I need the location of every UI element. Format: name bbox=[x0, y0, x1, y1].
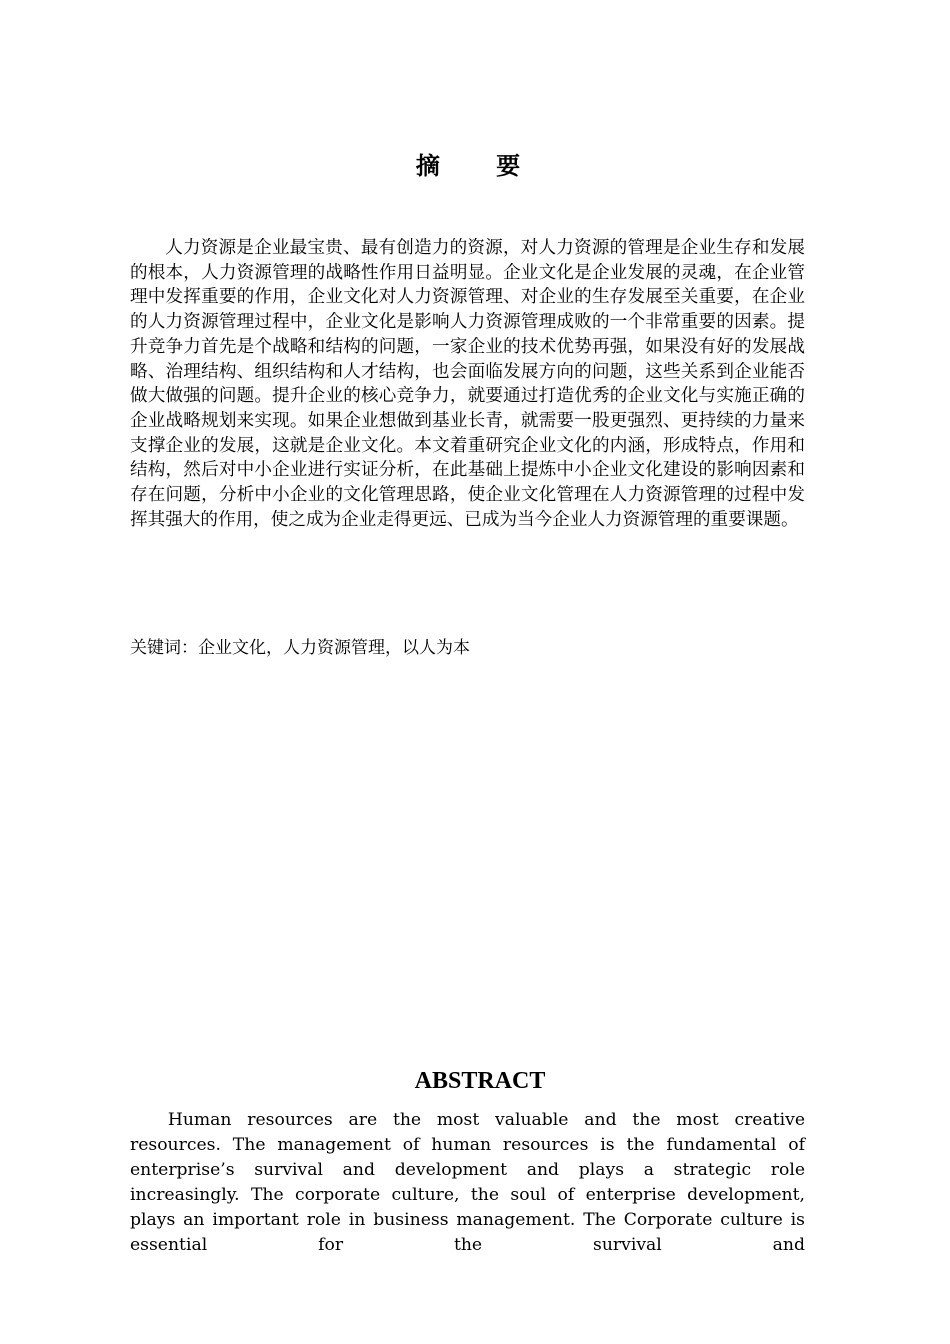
chinese-abstract-body: 人力资源是企业最宝贵、最有创造力的资源，对人力资源的管理是企业生存和发展的根本，人力资源管理的战略性作用日益明显。企业文化是企业发展的灵魂，在企业管理中发挥重要的作用，企业文化对人力资源管理、对企业的生存发展至关重要，在企业的人力资源管理过程中，企业文化是影响人力资源管理成败的一个非常重要的因素。提升竞争力首先是个战略和结构的问题，一家企业的技术优势再强，如果没有好的发展战略、治理结构、组织结构和人才结构，也会面临发展方向的问题，这些关系到企业能否做大做强的问题。提升企业的核心竞争力，就要通过打造优秀的企业文化与实施正确的企业战略规划来实现。如果企业想做到基业长青，就需要一股更强烈、更持续的力量来支撑企业的发展，这就是企业文化。本文着重研究企业文化的内涵，形成特点，作用和结构，然后对中小企业进行实证分析，在此基础上提炼中小企业文化建设的影响因素和存在问题，分析中小企业的文化管理思路，使企业文化管理在人力资源管理的过程中发挥其强大的作用，使之成为企业走得更远、已成为当今企业人力资源管理的重要课题。 bbox=[130, 238, 805, 530]
chinese-abstract-title: 摘 要 bbox=[415, 151, 545, 180]
chinese-keywords: 关键词：企业文化，人力资源管理，以人为本 bbox=[130, 638, 470, 658]
english-abstract-body: Human resources are the most valuable and the most creative resources. The management of human resources is the fundamental of enterprise’s survival and development and plays a strategic role increasingly. The corporate culture, the soul of enterprise development, plays an important role in business management. The Corporate culture is essential for the survival and bbox=[130, 1110, 805, 1255]
english-abstract-title: ABSTRACT bbox=[414, 1068, 546, 1094]
